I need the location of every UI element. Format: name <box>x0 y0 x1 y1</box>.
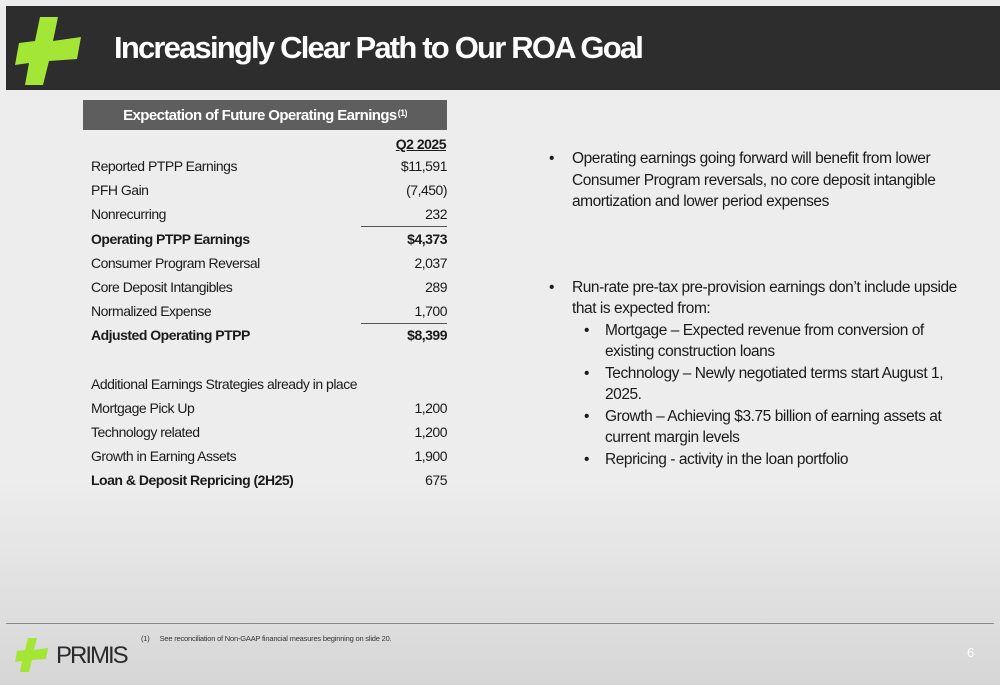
row-value: 675 <box>425 472 447 488</box>
row-label: Operating PTPP Earnings <box>91 231 250 247</box>
row-value: 1,200 <box>414 424 447 440</box>
row-label: Core Deposit Intangibles <box>91 279 233 295</box>
row-value: 1,700 <box>414 303 447 319</box>
row-label: Nonrecurring <box>91 206 166 222</box>
bullet-item: • Run-rate pre-tax pre-provision earnings don’t include upside that is expected from: <box>549 277 969 320</box>
footnote-text: See reconciliation of Non-GAAP financial measures beginning on slide 20. <box>159 634 392 643</box>
table-row <box>91 277 447 299</box>
row-label: Consumer Program Reversal <box>91 255 260 271</box>
row-label: Adjusted Operating PTPP <box>91 327 250 343</box>
table-row-subtotal <box>91 229 447 251</box>
row-value: 232 <box>425 206 447 222</box>
row-value: $8,399 <box>407 327 447 343</box>
table-header-footnote-ref: (1) <box>397 108 407 118</box>
row-value: $11,591 <box>400 158 447 174</box>
row-value: 1,900 <box>414 448 447 464</box>
footer-divider <box>6 623 994 624</box>
row-label: Reported PTPP Earnings <box>91 158 237 174</box>
row-label: Normalized Expense <box>91 303 212 319</box>
row-label: Additional Earnings Strategies already in place <box>91 376 358 392</box>
row-label: Growth in Earning Assets <box>91 448 237 464</box>
page-title: Increasingly Clear Path to Our ROA Goal <box>114 30 643 65</box>
footnote-number: (1) <box>141 634 150 643</box>
row-value: 1,200 <box>414 400 447 416</box>
sub-bullet-item: • Mortgage – Expected revenue from conversion of existing construction loans <box>549 320 969 363</box>
table-row <box>91 446 447 468</box>
table-section-heading <box>91 374 447 396</box>
sub-bullet-item: • Growth – Achieving $3.75 billion of earning assets at current margin levels <box>549 406 969 449</box>
footer-brand-logo: PRIMIS <box>56 642 127 669</box>
header-bar <box>6 6 1000 90</box>
bullet-item: • Operating earnings going forward will benefit from lower Consumer Program reversals, no core deposit intangible amortization and lower period expenses <box>549 148 969 213</box>
table-row <box>91 422 447 444</box>
bullet-list <box>549 148 969 470</box>
table-row <box>91 470 447 492</box>
column-header-q2-2025: Q2 2025 <box>395 136 446 152</box>
row-label: Loan & Deposit Repricing (2H25) <box>91 472 294 488</box>
primis-plus-logo-icon <box>13 13 85 89</box>
table-row-total <box>91 325 447 347</box>
table-row <box>91 301 447 323</box>
row-label: Technology related <box>91 424 200 440</box>
table-header <box>83 100 447 130</box>
table-row <box>91 398 447 420</box>
row-label: PFH Gain <box>91 182 149 198</box>
row-value: 2,037 <box>414 255 447 271</box>
row-value: $4,373 <box>407 231 447 247</box>
row-value: (7,450) <box>406 182 447 198</box>
row-value: 289 <box>425 279 447 295</box>
primis-plus-small-icon <box>14 636 50 674</box>
table-row <box>91 156 447 178</box>
sub-bullet-item: • Technology – Newly negotiated terms start August 1, 2025. <box>549 363 969 406</box>
table-row <box>91 204 447 226</box>
sub-bullet-item: • Repricing - activity in the loan portfolio <box>549 449 969 471</box>
row-label: Mortgage Pick Up <box>91 400 195 416</box>
page-number: 6 <box>967 645 975 660</box>
table-row <box>91 180 447 202</box>
table-row <box>91 253 447 275</box>
table-header-label: Expectation of Future Operating Earnings <box>123 106 397 124</box>
footnote <box>141 634 391 643</box>
